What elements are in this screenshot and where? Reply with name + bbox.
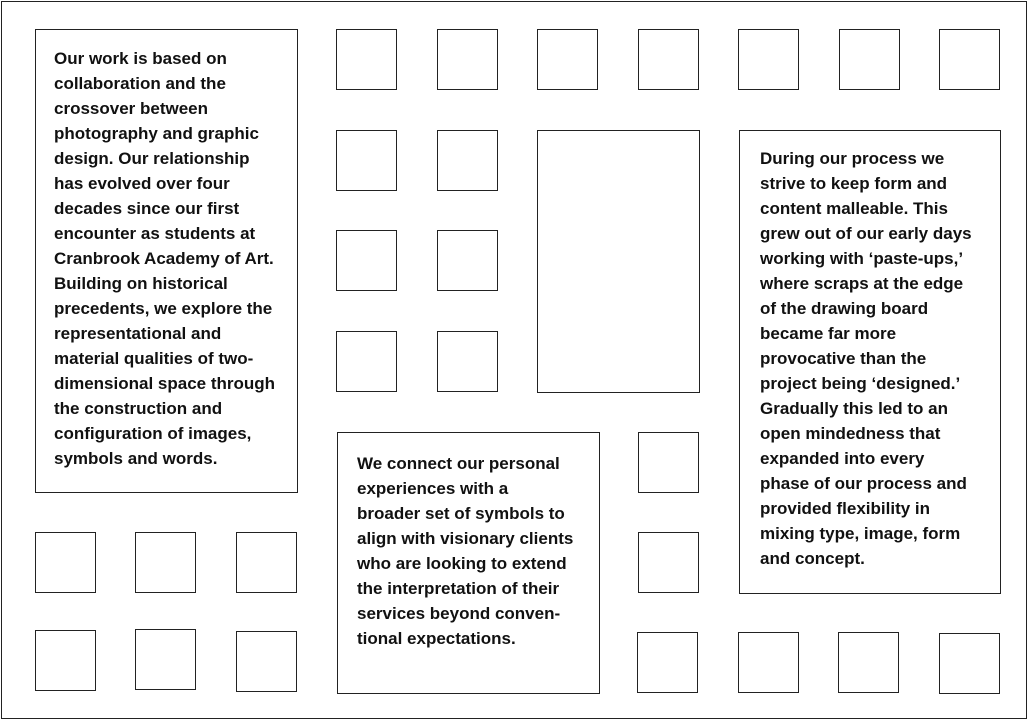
grid-square	[638, 532, 699, 593]
grid-square	[838, 632, 899, 693]
grid-square	[236, 532, 297, 593]
grid-square	[637, 632, 698, 693]
grid-square	[839, 29, 900, 90]
text-block-left	[35, 29, 298, 493]
grid-square	[738, 632, 799, 693]
grid-square	[738, 29, 799, 90]
large-empty-frame	[537, 130, 700, 393]
grid-square	[135, 532, 196, 593]
grid-square	[638, 29, 699, 90]
grid-square	[437, 331, 498, 392]
text-block-left-paragraph: Our work is based on collaboration and the crossover between photography and graphic design. Our relationship has evolved over four decades since our first encounter as students at Cranbrook Academy of Art. Building on historical precedents, we explore the representational and material qualities of two- dimensional space through the construction and configuration of images, symbols and words.	[54, 49, 276, 468]
text-block-center-paragraph: We connect our personal experiences with a broader set of symbols to align with visionary clients who are looking to extend the interpretation of their services beyond conven- tional expectations.	[357, 454, 574, 648]
grid-square	[437, 29, 498, 90]
grid-square	[236, 631, 297, 692]
grid-square	[537, 29, 598, 90]
grid-square	[437, 230, 498, 291]
grid-square	[437, 130, 498, 191]
text-block-center	[337, 432, 600, 694]
grid-square	[336, 29, 397, 90]
grid-square	[939, 29, 1000, 90]
grid-square	[336, 130, 397, 191]
grid-square	[135, 629, 196, 690]
grid-square	[336, 331, 397, 392]
grid-square	[35, 532, 96, 593]
grid-square	[939, 633, 1000, 694]
grid-square	[638, 432, 699, 493]
grid-square	[336, 230, 397, 291]
text-block-right	[739, 130, 1001, 594]
grid-square	[35, 630, 96, 691]
text-block-right-paragraph: During our process we strive to keep form and content malleable. This grew out of our early days working with ‘paste-ups,’ where scraps at the edge of the drawing board became far more provocative than the project being ‘designed.’ Gradually this led to an open mindedness that expanded into every phase of our process and provided flexibility in mixing type, image, form and concept.	[760, 149, 972, 568]
page-layout	[1, 1, 1027, 719]
